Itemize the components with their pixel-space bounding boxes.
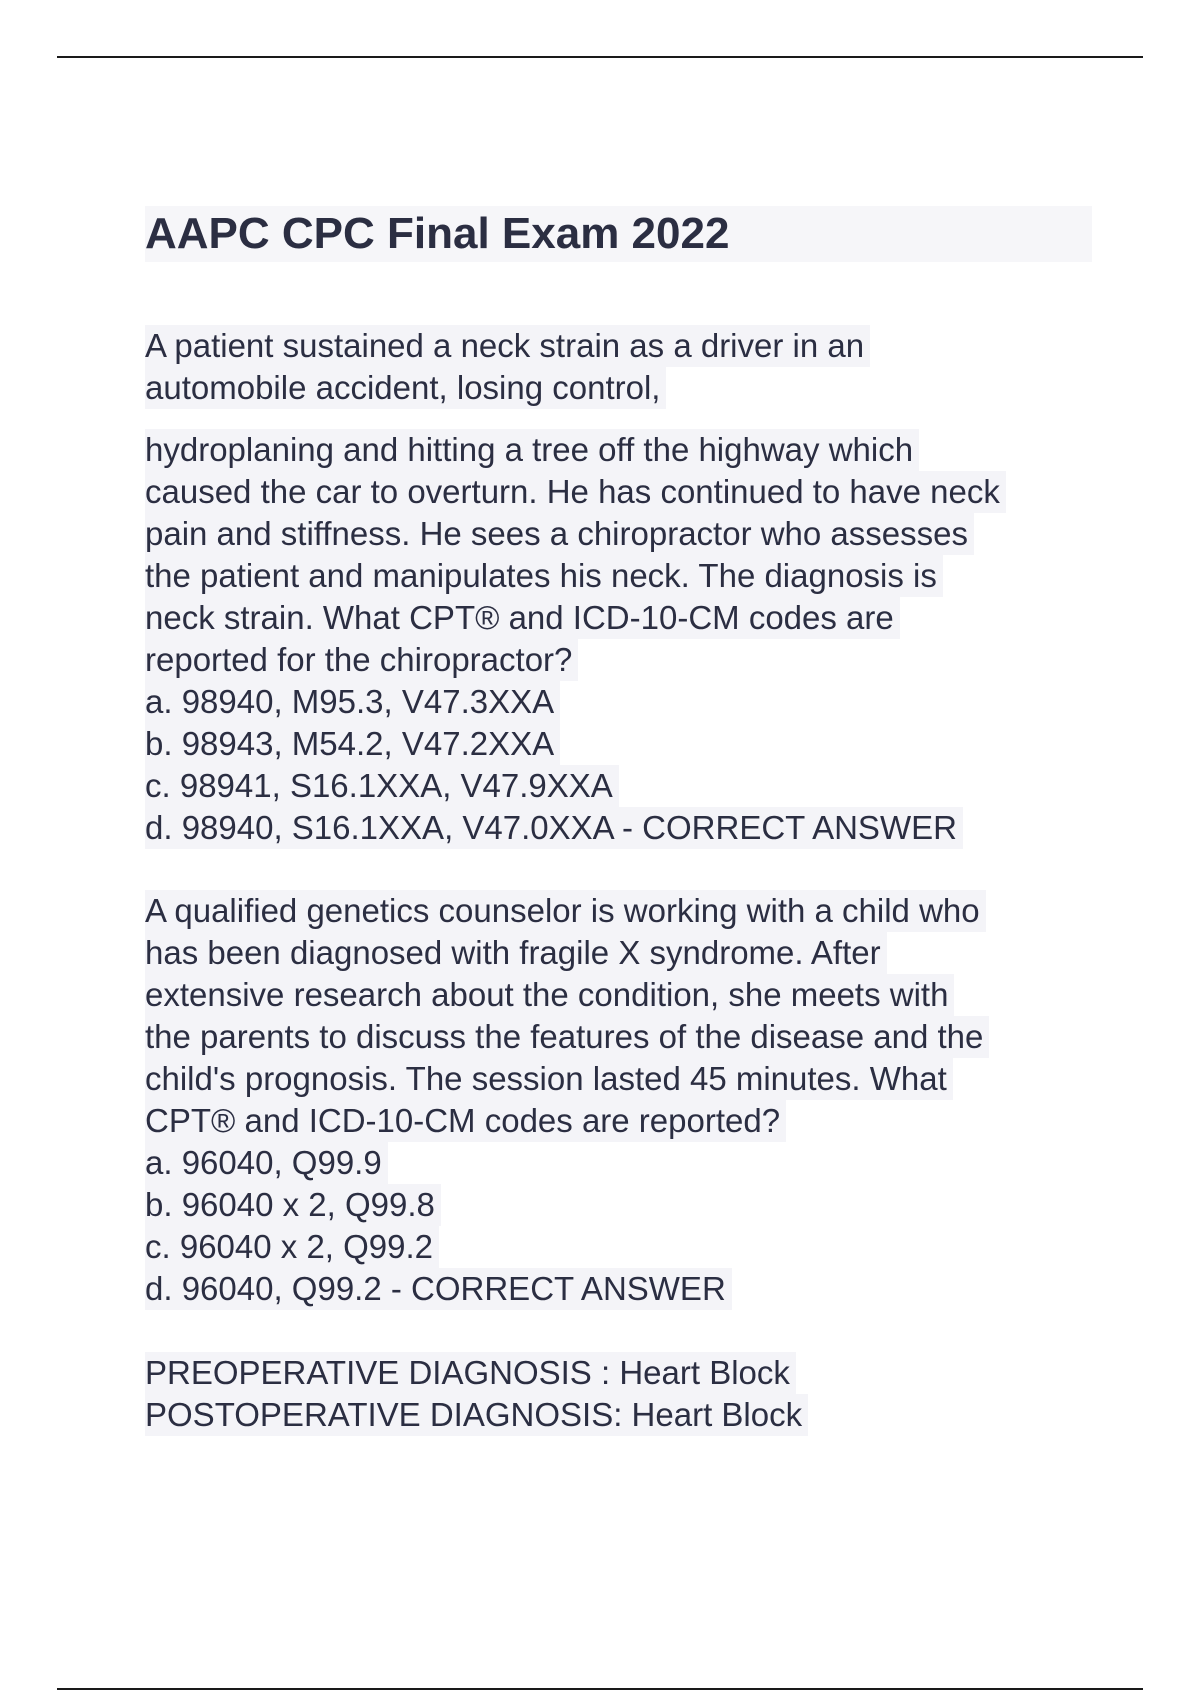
question1-option-c: c. 98941, S16.1XXA, V47.9XXA: [145, 765, 619, 807]
question2-body-line-3: extensive research about the condition, she meets with: [145, 974, 954, 1016]
question1-body-line-2: caused the car to overturn. He has continued to have neck: [145, 471, 1006, 513]
question2-body-line-5: child's prognosis. The session lasted 45 minutes. What: [145, 1058, 953, 1100]
question2-option-a: a. 96040, Q99.9: [145, 1142, 388, 1184]
question1-body-line-5: neck strain. What CPT® and ICD-10-CM codes are: [145, 597, 900, 639]
question1-body-line-3: pain and stiffness. He sees a chiropractor who assesses: [145, 513, 974, 555]
question1-body-line-1: hydroplaning and hitting a tree off the highway which: [145, 429, 919, 471]
question2-body-line-6: CPT® and ICD-10-CM codes are reported?: [145, 1100, 786, 1142]
question1-option-b: b. 98943, M54.2, V47.2XXA: [145, 723, 560, 765]
question1-option-d: d. 98940, S16.1XXA, V47.0XXA - CORRECT ANSWER: [145, 807, 963, 849]
question2-option-d: d. 96040, Q99.2 - CORRECT ANSWER: [145, 1268, 732, 1310]
question1-body-line-4: the patient and manipulates his neck. The diagnosis is: [145, 555, 943, 597]
question1-option-a: a. 98940, M95.3, V47.3XXA: [145, 681, 560, 723]
top-rule: [57, 56, 1143, 58]
question2-body-line-1: A qualified genetics counselor is working with a child who: [145, 890, 986, 932]
question2-body-line-4: the parents to discuss the features of the disease and the: [145, 1016, 989, 1058]
question2-option-b: b. 96040 x 2, Q99.8: [145, 1184, 441, 1226]
question1-body-line-6: reported for the chiropractor?: [145, 639, 578, 681]
page-title-text: AAPC CPC Final Exam 2022: [145, 209, 730, 258]
question1-intro-line-1: A patient sustained a neck strain as a driver in an: [145, 325, 870, 367]
question1-intro-line-2: automobile accident, losing control,: [145, 367, 666, 409]
question2-body-line-2: has been diagnosed with fragile X syndrome. After: [145, 932, 887, 974]
page-title: [145, 206, 1092, 262]
question3-preoperative-diagnosis: PREOPERATIVE DIAGNOSIS : Heart Block: [145, 1352, 796, 1394]
question3-postoperative-diagnosis: POSTOPERATIVE DIAGNOSIS: Heart Block: [145, 1394, 808, 1436]
bottom-rule: [57, 1688, 1143, 1690]
question2-option-c: c. 96040 x 2, Q99.2: [145, 1226, 439, 1268]
